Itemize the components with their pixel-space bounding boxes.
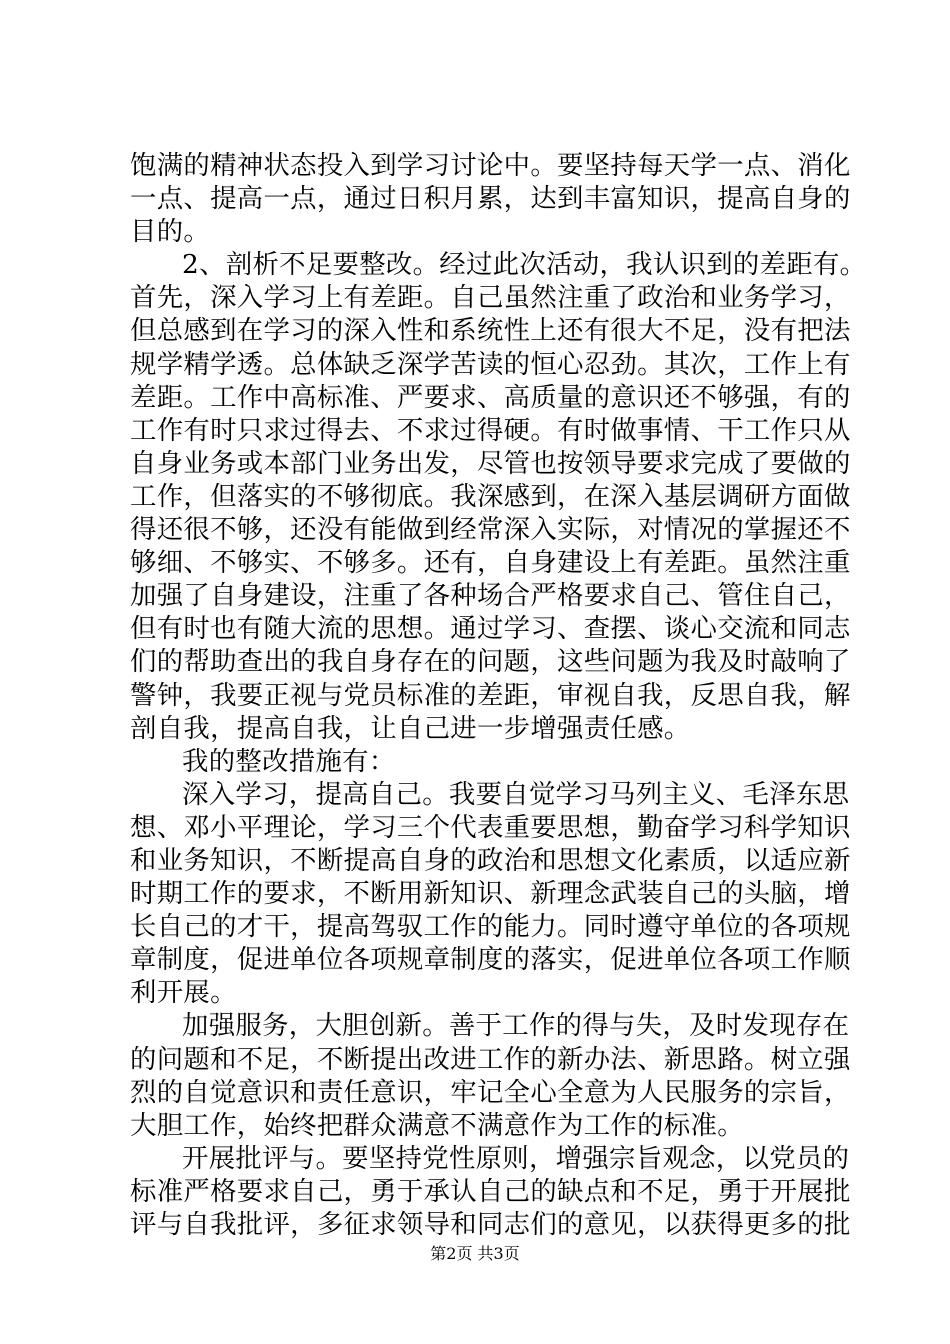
text-line: 工作有时只求过得去、不求过得硬。有时做事情、干工作只从 (130, 414, 851, 446)
text-line: 们的帮助查出的我自身存在的问题，这些问题为我及时敲响了 (130, 646, 851, 678)
document-body (130, 149, 867, 1241)
text-line: 首先，深入学习上有差距。自己虽然注重了政治和业务学习， (130, 282, 851, 314)
page-footer (0, 1244, 950, 1264)
text-line: 利开展。 (130, 977, 237, 1009)
text-line: 够细、不够实、不够多。还有，自身建设上有差距。虽然注重 (130, 547, 851, 579)
text-line: 得还很不够，还没有能做到经常深入实际，对情况的掌握还不 (130, 514, 851, 546)
text-line: 但总感到在学习的深入性和系统性上还有很大不足，没有把法 (130, 315, 851, 347)
text-line: 深入学习，提高自己。我要自觉学习马列主义、毛泽东思 (182, 778, 850, 810)
text-line: 想、邓小平理论，学习三个代表重要思想，勤奋学习科学知识 (130, 811, 851, 843)
text-line: 饱满的精神状态投入到学习讨论中。要坚持每天学一点、消化 (130, 150, 851, 181)
text-line: 规学精学透。总体缺乏深学苦读的恒心忍劲。其次，工作上有 (130, 348, 851, 380)
text-line: 剖自我，提高自我，让自己进一步增强责任感。 (130, 712, 691, 744)
text-line: 长自己的才干，提高驾驭工作的能力。同时遵守单位的各项规 (130, 911, 851, 943)
text-line: 一点、提高一点，通过日积月累，达到丰富知识，提高自身的 (130, 183, 851, 215)
text-line: 烈的自觉意识和责任意识，牢记全心全意为人民服务的宗旨， (130, 1076, 851, 1108)
text-line: 章制度，促进单位各项规章制度的落实，促进单位各项工作顺 (130, 944, 851, 976)
text-line: 2、剖析不足要整改。经过此次活动，我认识到的差距有。 (182, 249, 867, 281)
page-number-label: 第2页 共3页 (430, 1244, 520, 1263)
text-line: 我的整改措施有： (182, 745, 396, 777)
text-line: 自身业务或本部门业务出发，尽管也按领导要求完成了要做的 (130, 447, 851, 479)
text-line: 评与自我批评，多征求领导和同志们的意见，以获得更多的批 (130, 1209, 851, 1240)
text-line: 和业务知识，不断提高自身的政治和思想文化素质，以适应新 (130, 844, 851, 876)
text-line: 时期工作的要求，不断用新知识、新理念武装自己的头脑，增 (130, 878, 851, 910)
text-line: 大胆工作，始终把群众满意不满意作为工作的标准。 (130, 1109, 744, 1141)
text-line: 加强服务，大胆创新。善于工作的得与失，及时发现存在 (182, 1010, 850, 1042)
text-line: 开展批评与。要坚持党性原则，增强宗旨观念，以党员的 (182, 1142, 850, 1174)
text-line: 但有时也有随大流的思想。通过学习、查摆、谈心交流和同志 (130, 613, 851, 645)
text-line: 差距。工作中高标准、严要求、高质量的意识还不够强，有的 (130, 381, 851, 413)
text-line: 标准严格要求自己，勇于承认自己的缺点和不足，勇于开展批 (130, 1175, 851, 1207)
text-line: 工作，但落实的不够彻底。我深感到，在深入基层调研方面做 (130, 480, 851, 512)
text-line: 警钟，我要正视与党员标准的差距，审视自我，反思自我，解 (130, 679, 851, 711)
text-line: 目的。 (130, 216, 211, 248)
text-line: 加强了自身建设，注重了各种场合严格要求自己、管住自己， (130, 580, 851, 612)
text-line: 的问题和不足，不断提出改进工作的新办法、新思路。树立强 (130, 1043, 851, 1075)
